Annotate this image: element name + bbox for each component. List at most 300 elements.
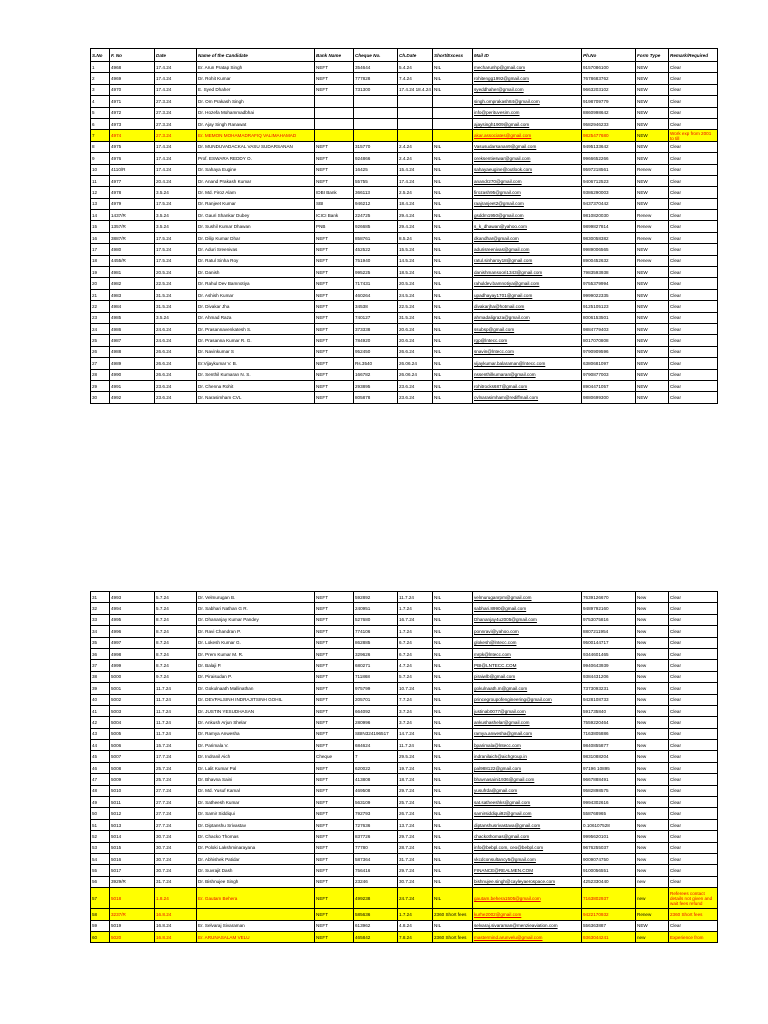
mail-id[interactable]: ponnravi@yahoo.com [473,626,582,637]
file-number: 4455/R [110,255,155,266]
date-cell: 23.6.24 [155,380,197,391]
form-type: New [636,592,669,603]
bank-name [315,96,354,107]
form-type: new [636,888,669,909]
bank-name: NEFT [315,369,354,380]
file-number: 4982 [110,278,155,289]
remark: Clear [669,164,718,175]
cheque-date: 5.4.24 [398,62,433,73]
short-excess: NIL [433,301,473,312]
candidate-name: Dr. Piraisudan P. [197,671,315,682]
remark: Clear [669,853,718,864]
date-cell: 17.5.24 [155,232,197,243]
phone-number: 8006153501 [582,312,636,323]
form-type: NEW [636,130,669,141]
bank-name: NEFT [315,346,354,357]
candidate-name: Dr. Ajay Singh Ranawat [197,118,315,129]
short-excess: NIL [433,221,473,232]
date-cell: 31.7.24 [155,876,197,887]
short-excess: NIL [433,683,473,694]
table-row [91,774,718,785]
date-cell: 8.7.24 [155,660,197,671]
candidate-name: Dr. Gokulnaath Mallinathan [197,683,315,694]
mail-id[interactable]: bparimala@lntecc.com [473,740,582,751]
short-excess: NIL [433,346,473,357]
serial-number: 29 [91,380,110,391]
cheque-date: 5.7.24 [398,671,433,682]
phone-number: 556363887 [582,920,636,931]
serial-number: 38 [91,671,110,682]
form-type: New [636,648,669,659]
cheque-number: 23246 [354,876,398,887]
date-cell: 26.6.24 [155,369,197,380]
table-row [91,705,718,716]
bank-name: NEFT [315,380,354,391]
mail-id[interactable]: ssubsp@gmail.com [473,323,582,334]
form-type: New [636,819,669,830]
form-type: NEW [636,153,669,164]
form-type: Renew [636,255,669,266]
phone-number: 9489792160 [582,603,636,614]
mail-id[interactable]: ahmadaligraza@gmail.com [473,312,582,323]
serial-number: 3 [91,84,110,95]
mail-id[interactable]: PBI@LNTECC.COM [473,660,582,671]
cheque-number: 77780 [354,842,398,853]
short-excess: NIL [433,694,473,705]
bank-name: PNB [315,221,354,232]
mail-id[interactable]: Dhananjay4u2005@gmail.com [473,614,582,625]
column-header: Form Type [636,49,669,62]
date-cell: 30.7.24 [155,865,197,876]
table-row [91,358,718,369]
mail-id[interactable]: snavin@lntecc.com [473,346,582,357]
mail-id[interactable]: kurhe2002@gmail.com [473,909,582,920]
cheque-date: 20.5.24 [398,278,433,289]
remark: Clear [669,232,718,243]
short-excess: NIL [433,876,473,887]
mail-id[interactable]: sat.satheeshks@gmail.com [473,797,582,808]
form-type: NEW [636,175,669,186]
cheque-date: 25.7.24 [398,797,433,808]
file-number: 5014 [110,831,155,842]
remark: Clear [669,694,718,705]
bank-name: NEFT [315,797,354,808]
bank-name: NEFT [315,876,354,887]
mail-id[interactable]: ankushashelar@gmail.com [473,717,582,728]
short-excess [433,107,473,118]
table-row [91,244,718,255]
date-cell: 30.7.24 [155,842,197,853]
candidate-name: Dr. Abhishek Patidar [197,853,315,864]
date-cell: 16.8.24 [155,931,197,942]
mail-id[interactable]: ajaysingh1909@gmail.com [473,118,582,129]
date-cell: 17.5.24 [155,198,197,209]
form-type: NEW [636,920,669,931]
mail-id[interactable]: divakarjha@hotmail.com [473,301,582,312]
remark: Clear [669,671,718,682]
register-table-2 [90,591,718,943]
bank-name: NEFT [315,141,354,152]
mail-id[interactable]: chackothomas@gmail.com [473,831,582,842]
cheque-date: 3.7.24 [398,717,433,728]
cheque-number: 680271 [354,660,398,671]
candidate-name: Dr. Prem Kumar M. R. [197,648,315,659]
cheque-number: 751940 [354,255,398,266]
file-number: 1357/R [110,221,155,232]
file-number: 5006 [110,740,155,751]
table-row [91,187,718,198]
mail-id[interactable]: Vasusudarsanan9@gmail.com [473,141,582,152]
bank-name: NEFT [315,289,354,300]
candidate-name: Dr. Om Prakash Singh [197,96,315,107]
mail-id[interactable]: selvaraj.sivaraman@menzieaviation.com [473,920,582,931]
remark: Clear [669,808,718,819]
bank-name: NEFT [315,762,354,773]
mail-id[interactable]: adurisreenivas@gmail.com [473,244,582,255]
file-number: 4970 [110,84,155,95]
file-number: 4987 [110,335,155,346]
form-type: NEW [636,358,669,369]
table-row [91,909,718,920]
serial-number: 4 [91,96,110,107]
date-cell: 27.3.24 [155,118,197,129]
cheque-date: 1.7.24 [398,626,433,637]
cheque-number: 469508 [354,785,398,796]
phone-number: 8017070808 [582,335,636,346]
date-cell: 8.7.24 [155,648,197,659]
short-excess: NIL [433,141,473,152]
candidate-name: Dr. Velmurugan B. [197,592,315,603]
date-cell: 11.7.24 [155,728,197,739]
mail-id[interactable]: gsddm1950@gmail.com [473,210,582,221]
remark: Clear [669,278,718,289]
date-cell: 16.8.24 [155,909,197,920]
mail-id[interactable]: samirsiddiqui92@gmail.com [473,808,582,819]
mail-id[interactable]: firozash95@gmail.com [473,187,582,198]
date-cell: 11.7.24 [155,694,197,705]
mail-id[interactable]: velmuruganrpm@gmail.com [473,592,582,603]
mail-id[interactable]: cvlnarasimham@rediffmail.com [473,392,582,403]
remark: Clear [669,683,718,694]
serial-number: 52 [91,831,110,842]
date-cell: 25.7.24 [155,774,197,785]
cheque-number: Rs.3540 [354,358,398,369]
date-cell: 27.7.24 [155,785,197,796]
date-cell: 11.7.24 [155,683,197,694]
short-excess: NIL [433,187,473,198]
phone-number: 9884779403 [582,323,636,334]
phone-number: 9437370442 [582,198,636,209]
candidate-name: Dr. JUSTIN YESUDHASAN [197,705,315,716]
date-cell: 26.6.24 [155,358,197,369]
candidate-name: Dr. Rahul Dev Bamnotiya [197,278,315,289]
bank-name: NEFT [315,648,354,659]
mail-id[interactable]: s_k_dhawan@yahoo.com [473,221,582,232]
cheque-number [354,96,398,107]
remark: Clear [669,614,718,625]
serial-number: 58 [91,909,110,920]
bank-name: NEFT [315,931,354,942]
cheque-date: 29.7.24 [398,785,433,796]
form-type: new [636,931,669,942]
candidate-name: Dr. Senthil Kumaran N. S. [197,369,315,380]
serial-number: 16 [91,232,110,243]
candidate-name: Er. Gautam Behera [197,888,315,909]
remark: Clear [669,380,718,391]
bank-name: NEFT [315,705,354,716]
mail-id[interactable]: mecharunhp@gmail.com [473,62,582,73]
serial-number: 40 [91,694,110,705]
form-type: Renew [636,210,669,221]
cheque-date: 16.7.24 [398,614,433,625]
phone-number: 7983593938 [582,267,636,278]
cheque-date: 29.5.24 [398,751,433,762]
cheque-date: 20.6.24 [398,335,433,346]
bank-name: IDBI Bank [315,187,354,198]
file-number: 4993 [110,592,155,603]
candidate-name: Er. Selvaraj Sivaraman [197,920,315,931]
mail-id[interactable]: rohitengg1992@gmail.com [473,73,582,84]
bank-name [315,118,354,129]
form-type: New [636,626,669,637]
date-cell: 8.7.24 [155,614,197,625]
table-row [91,637,718,648]
file-number: 4992 [110,392,155,403]
candidate-name: Dr. Poloki Lakshminarayana [197,842,315,853]
file-number: 4973 [110,118,155,129]
mail-id[interactable]: singh.omprakash84@gmail.com [473,96,582,107]
phone-number: 558768965 [582,808,636,819]
candidate-name: Dr. Sushil Kumar Dhawan [197,221,315,232]
date-cell: 17.5.24 [155,255,197,266]
mail-id[interactable]: vijaykumar.balaraman@lntecc.com [473,358,582,369]
remark: Clear [669,118,718,129]
mail-id[interactable]: vkcdconsultancy5@gmail.com [473,853,582,864]
short-excess: NIL [433,592,473,603]
remark: Clear [669,244,718,255]
bank-name: NEFT [315,819,354,830]
mail-id[interactable]: sahayaeugine@outlook.com [473,164,582,175]
phone-number: 9495133642 [582,141,636,152]
bank-name [315,130,354,141]
mail-id[interactable]: info@perituvesim.com [473,107,582,118]
date-cell: 9.7.24 [155,671,197,682]
mail-id[interactable]: bhavnasaini1936@gmail.com [473,774,582,785]
remark: Clear [669,603,718,614]
mail-id[interactable]: upadhayay1701@gmail.com [473,289,582,300]
phone-number: 9810820030 [582,210,636,221]
mail-id[interactable]: raajranjeet2@gmail.com [473,198,582,209]
mail-id[interactable]: gautam.behera1505@gmail.com [473,888,582,909]
candidate-name: Er.Vijaykumar V. B. [197,358,315,369]
file-number: 3929/R [110,876,155,887]
remark: Clear [669,187,718,198]
serial-number: 50 [91,808,110,819]
date-cell: 3.5.24 [155,187,197,198]
table-row [91,232,718,243]
cheque-number: 329626 [354,648,398,659]
cheque-date: 4.7.24 [398,660,433,671]
mail-id[interactable]: princegroupofengineering@gmail.com [473,694,582,705]
remark: Clear [669,96,718,107]
serial-number: 27 [91,358,110,369]
remark: Clear [669,107,718,118]
short-excess: NIL [433,244,473,255]
phone-number: 7678683762 [582,73,636,84]
bank-name: NEFT [315,153,354,164]
phone-number: 9676255037 [582,842,636,853]
date-cell: 11.7.24 [155,717,197,728]
cheque-number: 924866 [354,153,398,164]
serial-number: 41 [91,705,110,716]
mail-id[interactable]: mastermind.arunvelu@gmail.com [473,931,582,942]
cheque-number: 354644 [354,62,398,73]
candidate-name: Dr. Parimala V. [197,740,315,751]
bank-name: ICICI Bank [315,210,354,221]
form-type: NEW [636,267,669,278]
serial-number: 55 [91,865,110,876]
mail-id[interactable]: rahuldev.bamnotiya@gmail.com [473,278,582,289]
mail-id[interactable]: oreksentieswar@gmail.com [473,153,582,164]
remark: Clear [669,831,718,842]
short-excess: NIL [433,335,473,346]
phone-number: 9100056551 [582,865,636,876]
serial-number: 30 [91,392,110,403]
phone-number: 9422170932 [582,909,636,920]
mail-id[interactable]: akar.associates@gmail.com [473,130,582,141]
mail-id[interactable]: yusufrda@gmail.com [473,785,582,796]
short-excess: NIL [433,762,473,773]
date-cell: 17.4.24 [155,84,197,95]
mail-id[interactable]: dkandhar@gmail.com [473,232,582,243]
short-excess: NIL [433,369,473,380]
cheque-number: 366113 [354,187,398,198]
file-number: 4991 [110,380,155,391]
table-row [91,876,718,887]
mail-id[interactable]: syeddhaher@gmail.com [473,84,582,95]
cheque-number: 293895 [354,380,398,391]
file-number: 4986 [110,323,155,334]
bank-name: NEFT [315,267,354,278]
mail-id[interactable]: piraiwlb@gmail.com [473,671,582,682]
mail-id[interactable]: rohitrocks687@gmail.com [473,380,582,391]
date-cell: 27.3.24 [155,107,197,118]
file-number: 4975 [110,141,155,152]
cheque-number: 563109 [354,797,398,808]
phone-number: 9406712523 [582,175,636,186]
mail-id[interactable]: justinab0077@gmail.com [473,705,582,716]
candidate-name: Dr. Ratul Sinha Roy [197,255,315,266]
table-row [91,301,718,312]
mail-id[interactable]: glokesh@lntecc.com [473,637,582,648]
remark: Clear [669,392,718,403]
candidate-name [197,909,315,920]
phone-number: 9582898575 [582,785,636,796]
phone-number: 8860998642 [582,107,636,118]
mail-id[interactable]: mrpk@lntecc.com [473,648,582,659]
date-cell: 24.6.24 [155,323,197,334]
form-type: New [636,785,669,796]
phone-number: 9940643939 [582,660,636,671]
serial-number: 34 [91,626,110,637]
form-type: NEW [636,323,669,334]
mail-id[interactable]: diptanshusrivastava@gmail.com [473,819,582,830]
serial-number: 37 [91,660,110,671]
remark: Clear [669,717,718,728]
mail-id[interactable]: info@bebpl.com, ceo@bebpl.com [473,842,582,853]
mail-id[interactable]: ratul.sinharoy18@gmail.com [473,255,582,266]
file-number: 3887/R [110,232,155,243]
file-number: 5007 [110,751,155,762]
short-excess: NIL [433,751,473,762]
short-excess: NIL [433,660,473,671]
form-type: New [636,603,669,614]
form-type: NEW [636,392,669,403]
cheque-number: 465842 [354,931,398,942]
file-number: 4997 [110,637,155,648]
file-number: 4989 [110,358,155,369]
mail-id[interactable]: ramya.anwesha@gmail.com [473,728,582,739]
mail-id[interactable]: rgp@lntecc.com [473,335,582,346]
serial-number: 39 [91,683,110,694]
table-row [91,626,718,637]
date-cell: 17.4.24 [155,141,197,152]
short-excess: NIL [433,728,473,739]
date-cell: 5.7.24 [155,592,197,603]
mail-id[interactable]: indranilaich@aichgroup.in [473,751,582,762]
phone-number: 9753075816 [582,614,636,625]
candidate-name: Dr. Suvrajit Dash [197,865,315,876]
mail-id[interactable]: sabhari.8990@gmail.com [473,603,582,614]
file-number: 4969 [110,73,155,84]
phone-number: 9899827814 [582,221,636,232]
short-excess: NIL [433,797,473,808]
table-row [91,920,718,931]
table-row [91,648,718,659]
cheque-number: 664092 [354,705,398,716]
table-row [91,785,718,796]
short-excess: NIL [433,603,473,614]
bank-name: NEFT [315,831,354,842]
bank-name: NEFT [315,728,354,739]
form-type: NEW [636,335,669,346]
file-number: 4984 [110,301,155,312]
remark: Clear [669,876,718,887]
table-row [91,740,718,751]
cheque-date: 18.5.24 [398,267,433,278]
bank-name: NEFT [315,278,354,289]
mail-id[interactable]: gokulnaath.m@gmail.com [473,683,582,694]
mail-id[interactable]: pal988122@gmail.com [473,762,582,773]
date-cell: 1.8.24 [155,888,197,909]
mail-id[interactable]: bishnujee.singh@cayleyaerospace.com [473,876,582,887]
table-row [91,694,718,705]
table-row [91,130,718,141]
mail-id[interactable]: danishmansoori1343@gmail.com [473,267,582,278]
column-header: Date [155,49,197,62]
cheque-date: 15.4.24 [398,164,433,175]
mail-id[interactable]: FINANCE@REALMEN.COM [473,865,582,876]
phone-number: 9667888491 [582,774,636,785]
phone-number: 7163802937 [582,888,636,909]
file-number: 3237/R [110,909,155,920]
mail-id[interactable]: anandr270@gmail.com [473,175,582,186]
table-row [91,819,718,830]
mail-id[interactable]: nssenthilkumaran@gmail.com [473,369,582,380]
bank-name: NEFT [315,683,354,694]
remark: Clear [669,221,718,232]
form-type: New [636,865,669,876]
